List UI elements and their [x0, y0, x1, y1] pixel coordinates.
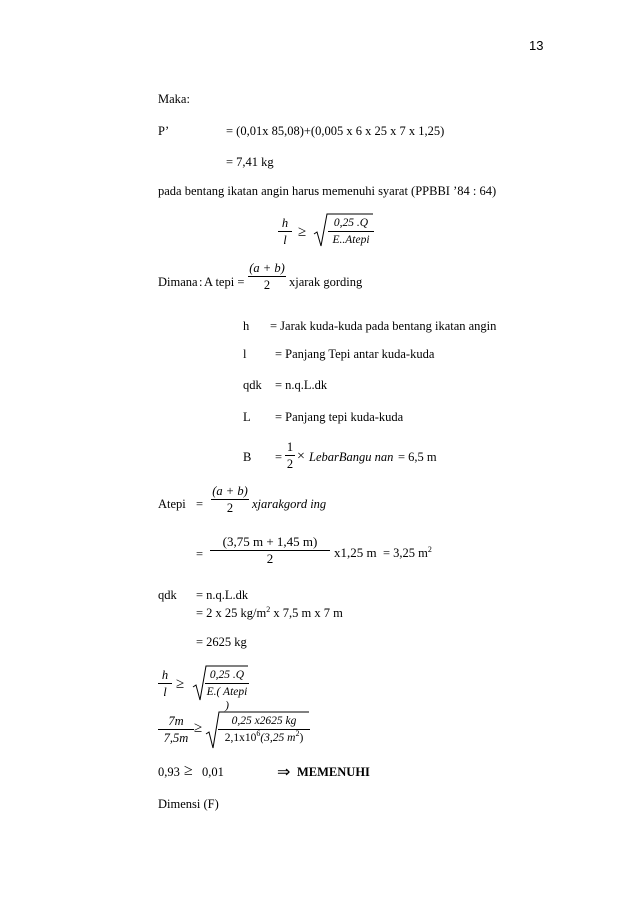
- def-l-sym: l: [243, 347, 247, 361]
- dimensi-heading: Dimensi (F): [158, 797, 219, 811]
- f2-h: h: [161, 668, 169, 682]
- def-B-sym: B: [243, 450, 252, 464]
- f3-geq: ≥: [194, 720, 203, 736]
- p-label: P’: [158, 124, 170, 138]
- def-qdk-desc: = n.q.L.dk: [275, 378, 328, 392]
- p-equation-2: = 7,41 kg: [226, 155, 274, 169]
- qdk-eq2: = 2 x 25 $kg/m^2$ x 7,5 m x 7 m: [196, 604, 343, 620]
- f1-denominator: E..Atepi: [332, 234, 370, 246]
- def-l-desc: = Panjang Tepi antar kuda-kuda: [275, 347, 435, 361]
- f2-l: l: [163, 685, 167, 699]
- atepi-denominator-2: 2: [266, 551, 274, 566]
- qdk-eq3: = 2625 kg: [196, 635, 247, 649]
- f3-numerator: 0,25 x2625 kg: [231, 715, 297, 727]
- def-L-sym: L: [243, 410, 251, 424]
- dimana-atepi-text: A tepi =: [204, 275, 245, 289]
- f3-denominator: $2,1x10^6(3,25$ $m^2$): [224, 729, 304, 744]
- atepi-eq: =: [196, 497, 204, 511]
- result-arrow: ⇒: [277, 764, 291, 781]
- atepi-numerator: (a + b): [212, 484, 248, 498]
- dimana-denominator: 2: [263, 278, 271, 292]
- dimana-numerator: (a + b): [249, 261, 285, 275]
- atepi-result: = 3,25 $m^2$: [383, 544, 432, 560]
- atepi-label: Atepi: [158, 497, 186, 511]
- def-L-desc: = Panjang tepi kuda-kuda: [275, 410, 404, 424]
- atepi-after: xjarakgord ing: [252, 497, 327, 511]
- atepi-after-2: x1,25 m: [334, 545, 377, 560]
- f1-l: l: [283, 233, 287, 247]
- def-B-den: 2: [286, 457, 294, 471]
- f1-numerator: 0,25 .Q: [333, 217, 369, 229]
- dimana-colon: :: [199, 275, 203, 289]
- qdk-eq1: = n.q.L.dk: [196, 588, 249, 602]
- def-B-text: LebarBangu nan: [309, 450, 394, 464]
- f2-numerator: 0,25 .Q: [209, 669, 245, 681]
- def-B-eq: =: [275, 450, 283, 464]
- def-B-times: ×: [297, 449, 305, 464]
- f2-geq: ≥: [176, 676, 185, 692]
- result-geq: ≥: [184, 762, 193, 779]
- atepi-numerator-2: (3,75 m + 1,45 m): [222, 534, 318, 549]
- def-B-result: = 6,5 m: [398, 450, 437, 464]
- f1-h: h: [281, 216, 289, 230]
- qdk-label: qdk: [158, 588, 177, 602]
- f3-num-left: 7m: [168, 714, 184, 728]
- page-number: 13: [529, 38, 544, 53]
- dimana-label: Dimana: [158, 275, 198, 289]
- atepi-eq2: =: [196, 547, 204, 561]
- def-h-desc: = Jarak kuda-kuda pada bentang ikatan angin: [270, 319, 497, 333]
- def-qdk-sym: qdk: [243, 378, 262, 392]
- f3-den-left: 7,5m: [163, 731, 189, 745]
- f1-geq: ≥: [298, 224, 307, 240]
- maka-label: Maka:: [158, 92, 190, 106]
- result-lhs: 0,93: [158, 765, 180, 779]
- result-rhs: 0,01: [202, 765, 224, 779]
- dimana-after: xjarak gording: [289, 275, 363, 289]
- def-h-sym: h: [243, 319, 250, 333]
- atepi-denominator: 2: [226, 501, 234, 515]
- def-B-num: 1: [286, 440, 294, 454]
- p-equation-1: = (0,01x 85,08)+(0,005 x 6 x 25 x 7 x 1,25): [226, 124, 445, 138]
- result-text: MEMENUHI: [297, 765, 370, 779]
- f2-denominator: E.( Atepi ): [206, 686, 248, 712]
- syarat-text: pada bentang ikatan angin harus memenuhi syarat (PPBBI ’84 : 64): [158, 184, 497, 198]
